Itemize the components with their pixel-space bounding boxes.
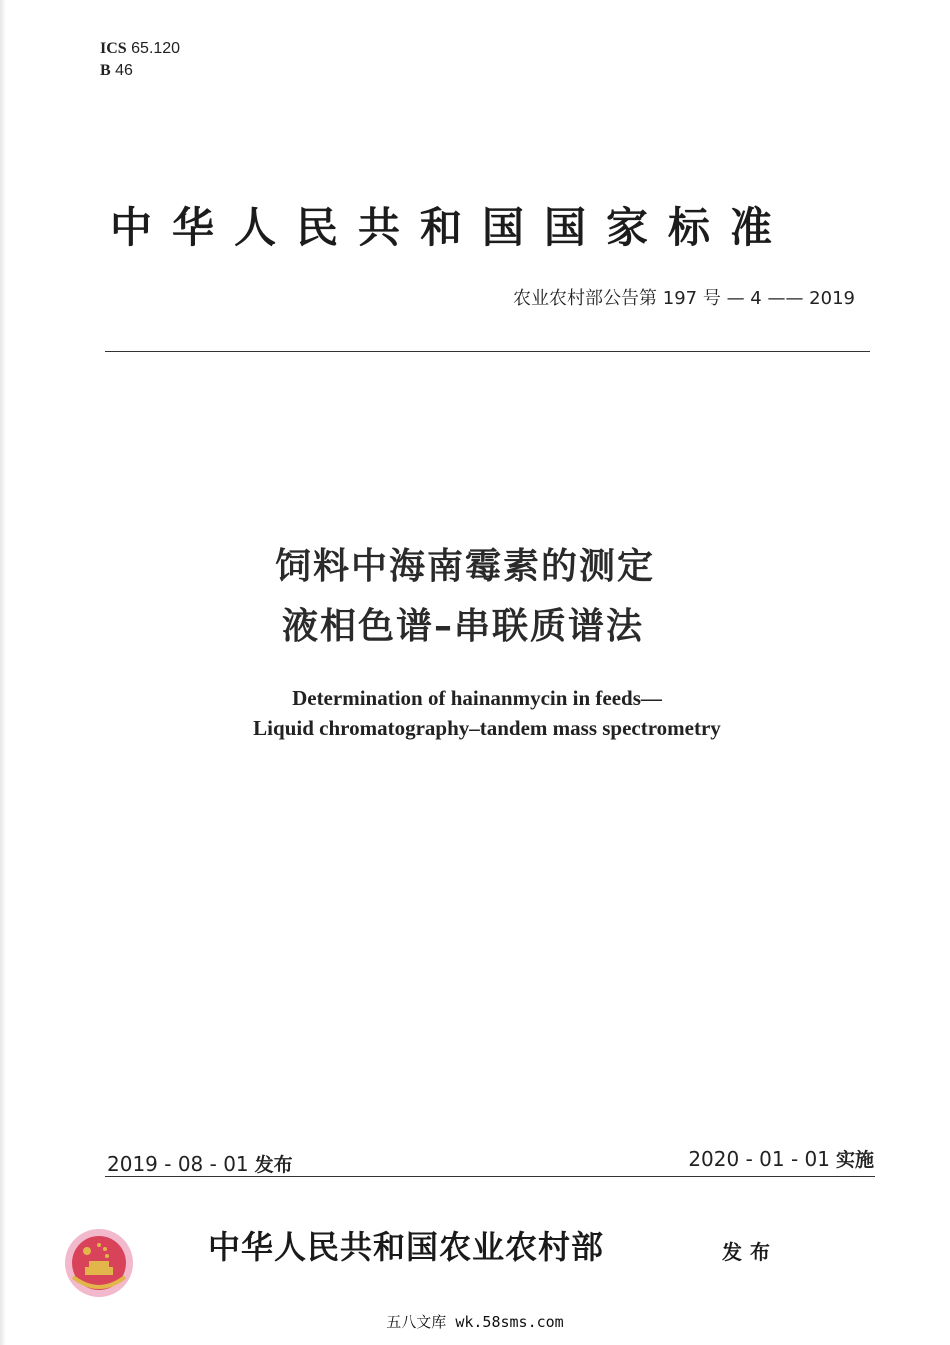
issue-date-suffix: 发布 [254, 1154, 293, 1176]
implementation-date [688, 1145, 874, 1172]
document-title-cn-line1: 饲料中海南霉素的测定 [274, 546, 655, 587]
ics-label: ICS [100, 40, 127, 57]
issue-date [107, 1150, 293, 1177]
implementation-date-suffix: 实施 [835, 1149, 874, 1171]
national-emblem-icon [63, 1227, 135, 1299]
document-title-en-line2: Liquid chromatography–tandem mass spectrometry [253, 716, 721, 740]
top-divider [105, 351, 870, 352]
document-title-en-line1: Determination of hainanmycin in feeds— [292, 686, 662, 710]
publisher-action: 发布 [722, 1240, 778, 1264]
issue-date-value: 2019 - 08 - 01 [107, 1152, 249, 1176]
ccs-value: 46 [115, 62, 133, 79]
ccs-label: B [100, 62, 111, 79]
ics-code [100, 38, 180, 60]
ccs-code [100, 60, 180, 82]
standard-number: 农业农村部公告第 197 号 — 4 —— 2019 [513, 288, 855, 309]
document-title-cn-line2: 液相色谱–串联质谱法 [281, 606, 644, 647]
standard-title: 中华人民共和国国家标准 [110, 203, 793, 252]
bottom-divider [105, 1176, 875, 1177]
implementation-date-value: 2020 - 01 - 01 [688, 1147, 830, 1171]
page-edge [0, 0, 6, 1345]
publisher-name: 中华人民共和国农业农村部 [208, 1228, 605, 1266]
classification-codes [100, 38, 180, 82]
watermark-text: 五八文库 wk.58sms.com [386, 1313, 564, 1331]
ics-value: 65.120 [131, 40, 181, 57]
